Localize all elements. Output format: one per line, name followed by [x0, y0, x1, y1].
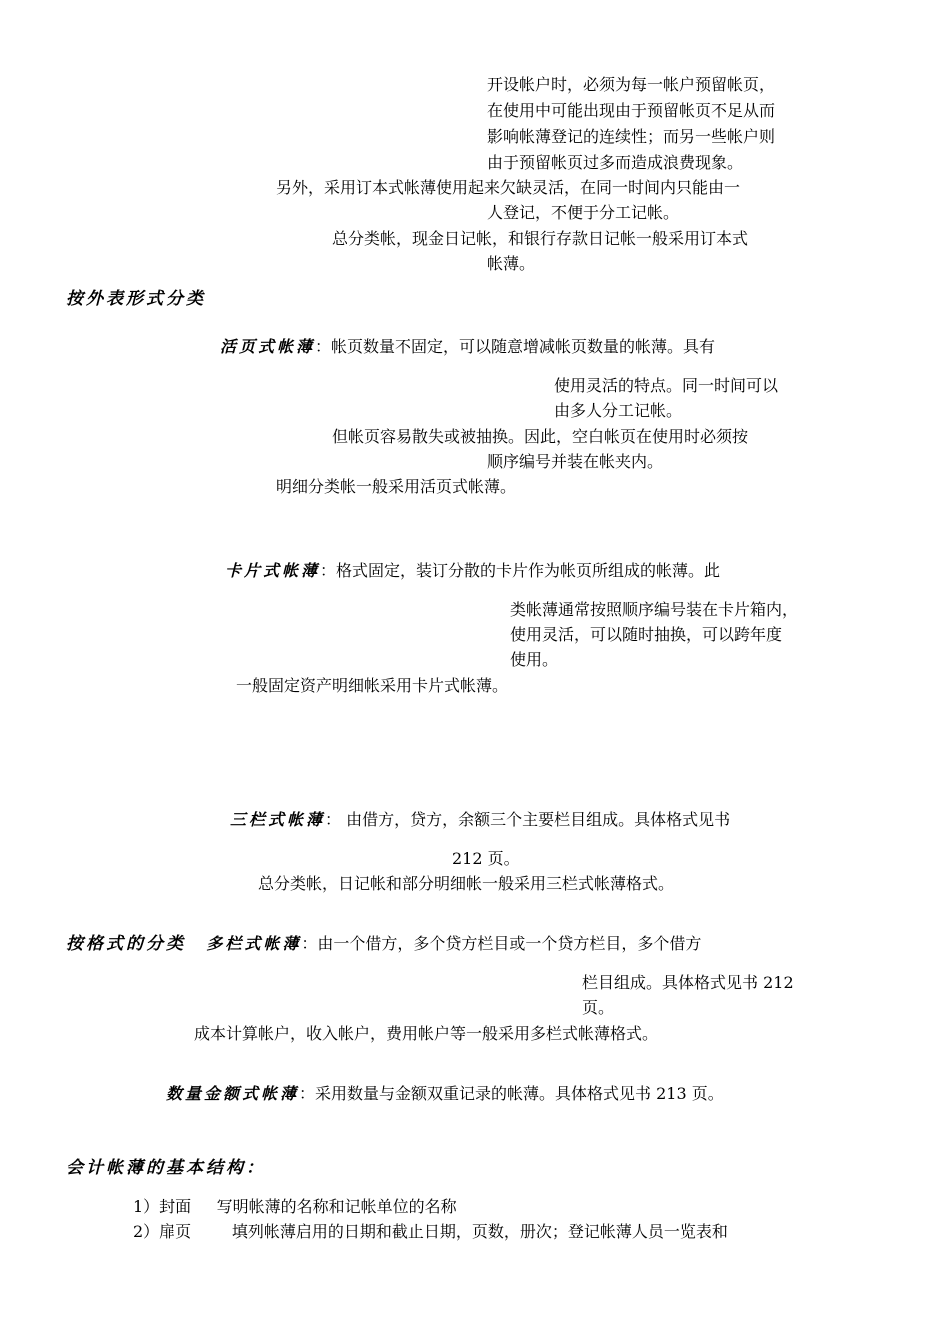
text-line: 顺序编号并装在帐夹内。: [487, 452, 664, 471]
term-card: 卡片式帐薄: [225, 561, 321, 580]
text-line: 使用灵活，可以随时抽换，可以跨年度: [510, 625, 783, 644]
term-separator: ：: [315, 337, 332, 356]
text-line: 由多人分工记帐。: [554, 401, 683, 420]
loose-leaf-definition: [220, 336, 715, 358]
list-item-text: 写明帐薄的名称和记帐单位的名称: [216, 1197, 457, 1216]
text-line: 采用数量与金额双重记录的帐薄。具体格式见书 213 页。: [315, 1084, 724, 1103]
term-separator: ：: [320, 561, 337, 580]
text-line: 总分类帐，日记帐和部分明细帐一般采用三栏式帐薄格式。: [258, 874, 675, 893]
term-separator: ：: [325, 810, 342, 829]
three-column-definition: [230, 809, 730, 831]
section-heading-structure: 会计帐薄的基本结构：: [66, 1158, 266, 1178]
text-line: 在使用中可能出现由于预留帐页不足从而: [487, 101, 776, 120]
text-line: 另外，采用订本式帐薄使用起来欠缺灵活，在同一时间内只能由一: [276, 178, 741, 197]
text-line: 页。: [582, 998, 615, 1017]
term-quantity-amount: 数量金额式帐薄: [166, 1084, 300, 1103]
text-line: 影响帐薄登记的连续性；而另一些帐户则: [487, 127, 776, 146]
text-line: 类帐薄通常按照顺序编号装在卡片箱内，: [510, 600, 799, 619]
text-line: 由借方，贷方，余额三个主要栏目组成。具体格式见书: [346, 810, 731, 829]
term-separator: ：: [299, 1084, 316, 1103]
text-line: 成本计算帐户，收入帐户，费用帐户等一般采用多栏式帐薄格式。: [194, 1024, 659, 1043]
text-line: 格式固定，装订分散的卡片作为帐页所组成的帐薄。此: [336, 561, 721, 580]
text-line: 212 页。: [452, 849, 520, 868]
text-line: 总分类帐，现金日记帐，和银行存款日记帐一般采用订本式: [332, 229, 749, 248]
list-item-label: 2）扉页: [133, 1222, 192, 1241]
term-three-column: 三栏式帐薄: [230, 810, 326, 829]
list-item-label: 1）封面: [133, 1197, 192, 1216]
term-loose-leaf: 活页式帐薄: [220, 337, 316, 356]
section-heading-format: 按格式的分类: [66, 934, 186, 954]
list-item: [133, 1196, 457, 1218]
quantity-amount-definition: [166, 1083, 724, 1105]
text-line: 一般固定资产明细帐采用卡片式帐薄。: [236, 676, 509, 695]
list-item: [133, 1221, 728, 1243]
list-item-text: 填列帐薄启用的日期和截止日期，页数，册次；登记帐薄人员一览表和: [231, 1222, 728, 1241]
text-line: 帐薄。: [487, 254, 536, 273]
text-line: 使用灵活的特点。同一时间可以: [554, 376, 779, 395]
card-definition: [225, 560, 720, 582]
text-line: 由于预留帐页过多而造成浪费现象。: [487, 153, 744, 172]
term-multi-column: 多栏式帐薄: [206, 934, 302, 953]
text-line: 帐页数量不固定，可以随意增减帐页数量的帐薄。具有: [331, 337, 716, 356]
text-line: 但帐页容易散失或被抽换。因此，空白帐页在使用时必须按: [332, 427, 749, 446]
text-line: 使用。: [510, 650, 559, 669]
text-line: 栏目组成。具体格式见书 212: [582, 973, 794, 992]
term-separator: ：: [301, 934, 318, 953]
section-heading-form: 按外表形式分类: [66, 289, 206, 309]
text-line: 明细分类帐一般采用活页式帐薄。: [276, 477, 517, 496]
text-line: 开设帐户时，必须为每一帐户预留帐页，: [487, 75, 776, 94]
text-line: 由一个借方，多个贷方栏目或一个贷方栏目，多个借方: [317, 934, 702, 953]
text-line: 人登记，不便于分工记帐。: [487, 203, 680, 222]
multi-column-definition: [66, 933, 701, 955]
